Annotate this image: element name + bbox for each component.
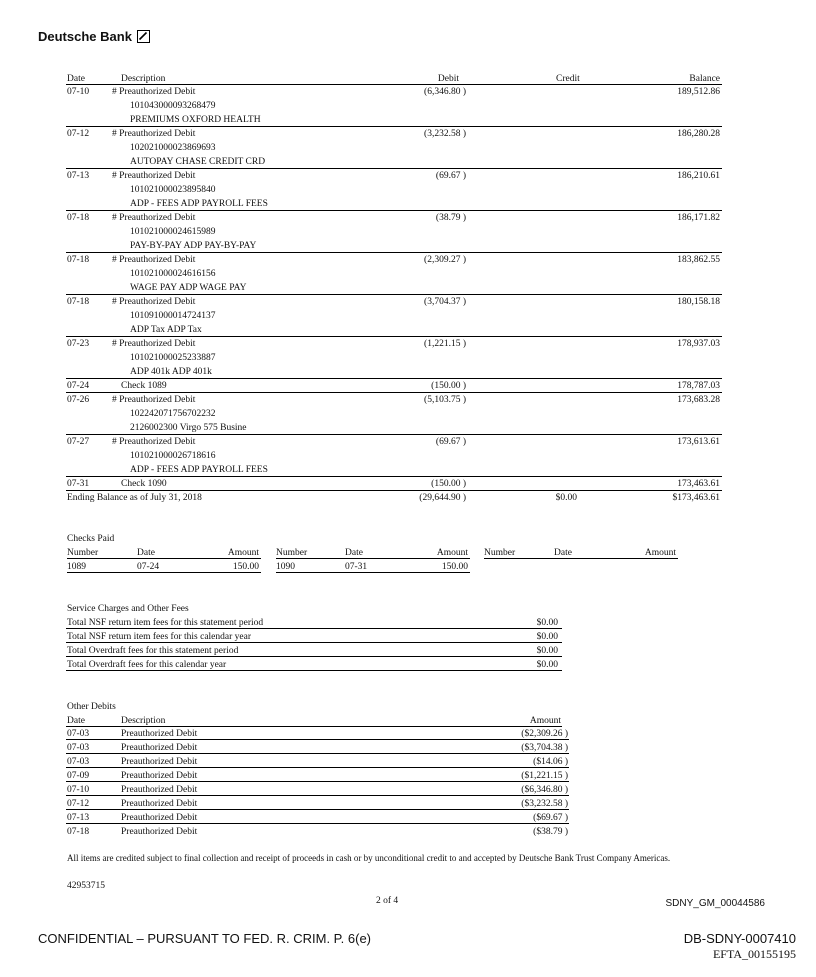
col-debit-header: Debit xyxy=(437,74,459,84)
checks-amount-header: Amount xyxy=(644,548,676,558)
tx-description-line: 102021000023869693 xyxy=(130,143,216,153)
od-amount-header: Amount xyxy=(529,716,561,726)
fee-rule xyxy=(66,628,562,629)
od-date: 07-09 xyxy=(67,771,90,781)
od-date: 07-13 xyxy=(67,813,90,823)
tx-date: 07-24 xyxy=(67,381,90,391)
check-amount: 150.00 xyxy=(441,562,468,572)
od-row-rule xyxy=(66,753,569,754)
od-date-header: Date xyxy=(67,716,85,726)
od-amount: ($3,232.58 ) xyxy=(521,799,568,809)
ending-balance: $173,463.61 xyxy=(672,493,720,503)
check-date: 07-24 xyxy=(137,562,160,572)
tx-description-line: 101091000014724137 xyxy=(130,311,216,321)
od-row-rule xyxy=(66,781,569,782)
tx-date: 07-18 xyxy=(67,297,90,307)
confidential-notice: CONFIDENTIAL – PURSUANT TO FED. R. CRIM. P. 6(e) xyxy=(38,931,372,946)
check-row-rule xyxy=(67,572,261,573)
row-rule xyxy=(66,434,722,435)
row-rule xyxy=(66,210,722,211)
od-date: 07-03 xyxy=(67,743,90,753)
checks-amount-header: Amount xyxy=(436,548,468,558)
od-description: Preauthorized Debit xyxy=(121,757,198,767)
tx-description-line: # Preauthorized Debit xyxy=(112,171,196,181)
checks-date-header: Date xyxy=(345,548,363,558)
tx-description-line: 102242071756702232 xyxy=(130,409,216,419)
tx-date: 07-31 xyxy=(67,479,90,489)
col-date-header: Date xyxy=(67,74,85,84)
fee-amount: $0.00 xyxy=(536,632,558,642)
tx-balance: 178,937.03 xyxy=(677,339,720,349)
account-reference: 42953715 xyxy=(67,881,105,891)
tx-description-line: ADP - FEES ADP PAYROLL FEES xyxy=(130,465,268,475)
header-rule xyxy=(66,84,722,85)
od-description-header: Description xyxy=(121,716,166,726)
od-description: Preauthorized Debit xyxy=(121,729,198,739)
tx-description-line: WAGE PAY ADP WAGE PAY xyxy=(130,283,247,293)
tx-description-line: # Preauthorized Debit xyxy=(112,339,196,349)
od-amount: ($6,346.80 ) xyxy=(521,785,568,795)
tx-description-line: # Preauthorized Debit xyxy=(112,437,196,447)
tx-description-line: 101021000024615989 xyxy=(130,227,216,237)
checks-header-rule xyxy=(484,558,678,559)
od-row-rule xyxy=(66,767,569,768)
row-rule xyxy=(66,476,722,477)
od-amount: ($14.06 ) xyxy=(533,757,568,767)
tx-description-line: 2126002300 Virgo 575 Busine xyxy=(130,423,247,433)
checks-header-rule xyxy=(67,558,261,559)
od-date: 07-18 xyxy=(67,827,90,837)
row-rule xyxy=(66,126,722,127)
ending-debit: (29,644.90 ) xyxy=(419,493,466,503)
od-description: Preauthorized Debit xyxy=(121,827,198,837)
tx-description-line: 101043000093268479 xyxy=(130,101,216,111)
service-charges-title: Service Charges and Other Fees xyxy=(67,604,189,614)
check-number: 1090 xyxy=(276,562,295,572)
tx-debit: (150.00 ) xyxy=(431,479,466,489)
checks-date-header: Date xyxy=(137,548,155,558)
tx-balance: 183,862.55 xyxy=(677,255,720,265)
fee-label: Total NSF return item fees for this calendar year xyxy=(67,632,251,642)
tx-description-line: 101021000025233887 xyxy=(130,353,216,363)
bank-brand xyxy=(38,29,150,44)
checks-amount-header: Amount xyxy=(227,548,259,558)
tx-description-line: ADP - FEES ADP PAYROLL FEES xyxy=(130,199,268,209)
fee-rule xyxy=(66,670,562,671)
od-amount: ($69.67 ) xyxy=(533,813,568,823)
tx-debit: (1,221.15 ) xyxy=(424,339,466,349)
col-credit-header: Credit xyxy=(556,74,580,84)
fee-label: Total Overdraft fees for this calendar year xyxy=(67,660,227,670)
fee-rule xyxy=(66,656,562,657)
od-amount: ($2,309.26 ) xyxy=(521,729,568,739)
col-description-header: Description xyxy=(121,74,166,84)
tx-debit: (5,103.75 ) xyxy=(424,395,466,405)
od-description: Preauthorized Debit xyxy=(121,785,198,795)
bates-sdny: SDNY_GM_00044586 xyxy=(665,898,765,909)
fee-label: Total NSF return item fees for this statement period xyxy=(67,618,264,628)
tx-description-line: ADP 401k ADP 401k xyxy=(130,367,212,377)
tx-description-line: PAY-BY-PAY ADP PAY-BY-PAY xyxy=(130,241,257,251)
tx-description-line: Check 1089 xyxy=(121,381,167,391)
deutsche-bank-logo-icon xyxy=(137,30,150,43)
row-rule xyxy=(66,490,722,491)
tx-description-line: # Preauthorized Debit xyxy=(112,213,196,223)
tx-description-line: # Preauthorized Debit xyxy=(112,87,196,97)
tx-debit: (3,704.37 ) xyxy=(424,297,466,307)
od-row-rule xyxy=(66,823,569,824)
check-date: 07-31 xyxy=(345,562,368,572)
od-description: Preauthorized Debit xyxy=(121,771,198,781)
tx-debit: (69.67 ) xyxy=(435,437,466,447)
od-row-rule xyxy=(66,809,569,810)
check-amount: 150.00 xyxy=(232,562,259,572)
tx-description-line: # Preauthorized Debit xyxy=(112,395,196,405)
tx-date: 07-18 xyxy=(67,255,90,265)
tx-description-line: 101021000026718616 xyxy=(130,451,216,461)
tx-description-line: PREMIUMS OXFORD HEALTH xyxy=(130,115,261,125)
od-date: 07-03 xyxy=(67,757,90,767)
od-description: Preauthorized Debit xyxy=(121,813,198,823)
tx-date: 07-26 xyxy=(67,395,90,405)
od-date: 07-12 xyxy=(67,799,90,809)
row-rule xyxy=(66,336,722,337)
checks-paid-title: Checks Paid xyxy=(67,534,115,544)
tx-balance: 186,280.28 xyxy=(677,129,720,139)
tx-balance: 186,171.82 xyxy=(677,213,720,223)
tx-description-line: # Preauthorized Debit xyxy=(112,129,196,139)
tx-balance: 173,683.28 xyxy=(677,395,720,405)
ending-balance-label: Ending Balance as of July 31, 2018 xyxy=(67,493,202,503)
od-amount: ($3,704.38 ) xyxy=(521,743,568,753)
footnote: All items are credited subject to final collection and receipt of proceeds in cash or by unconditional credit to and accepted by Deutsche Bank Trust Company Americas. xyxy=(67,853,671,863)
check-number: 1089 xyxy=(67,562,86,572)
checks-date-header: Date xyxy=(554,548,572,558)
fee-label: Total Overdraft fees for this statement period xyxy=(67,646,239,656)
tx-debit: (6,346.80 ) xyxy=(424,87,466,97)
fee-amount: $0.00 xyxy=(536,646,558,656)
tx-date: 07-10 xyxy=(67,87,90,97)
od-row-rule xyxy=(66,739,569,740)
tx-date: 07-18 xyxy=(67,213,90,223)
od-row-rule xyxy=(66,795,569,796)
od-amount: ($1,221.15 ) xyxy=(521,771,568,781)
tx-description-line: # Preauthorized Debit xyxy=(112,297,196,307)
checks-header-rule xyxy=(276,558,470,559)
page-number: 2 of 4 xyxy=(376,896,399,906)
tx-debit: (38.79 ) xyxy=(435,213,466,223)
fee-amount: $0.00 xyxy=(536,618,558,628)
row-rule xyxy=(66,294,722,295)
col-balance-header: Balance xyxy=(689,74,720,84)
bates-db: DB-SDNY-0007410 xyxy=(683,931,796,946)
tx-debit: (2,309.27 ) xyxy=(424,255,466,265)
tx-balance: 180,158.18 xyxy=(677,297,720,307)
row-rule xyxy=(66,168,722,169)
efta-number: EFTA_00155195 xyxy=(712,947,796,961)
tx-description-line: ADP Tax ADP Tax xyxy=(130,325,202,335)
tx-debit: (3,232.58 ) xyxy=(424,129,466,139)
tx-date: 07-12 xyxy=(67,129,90,139)
od-description: Preauthorized Debit xyxy=(121,743,198,753)
check-row-rule xyxy=(276,572,470,573)
od-date: 07-03 xyxy=(67,729,90,739)
tx-debit: (150.00 ) xyxy=(431,381,466,391)
checks-number-header: Number xyxy=(484,548,516,558)
tx-balance: 173,613.61 xyxy=(677,437,720,447)
ending-credit: $0.00 xyxy=(555,493,577,503)
checks-number-header: Number xyxy=(67,548,99,558)
tx-date: 07-13 xyxy=(67,171,90,181)
bank-name: Deutsche Bank xyxy=(38,29,132,44)
od-date: 07-10 xyxy=(67,785,90,795)
od-description: Preauthorized Debit xyxy=(121,799,198,809)
fee-amount: $0.00 xyxy=(536,660,558,670)
fee-rule xyxy=(66,642,562,643)
tx-description-line: # Preauthorized Debit xyxy=(112,255,196,265)
od-amount: ($38.79 ) xyxy=(533,827,568,837)
tx-date: 07-27 xyxy=(67,437,90,447)
od-header-rule xyxy=(66,726,562,727)
tx-balance: 173,463.61 xyxy=(677,479,720,489)
tx-debit: (69.67 ) xyxy=(435,171,466,181)
tx-description-line: AUTOPAY CHASE CREDIT CRD xyxy=(130,157,266,167)
tx-date: 07-23 xyxy=(67,339,90,349)
tx-description-line: 101021000024616156 xyxy=(130,269,216,279)
tx-balance: 178,787.03 xyxy=(677,381,720,391)
row-rule xyxy=(66,392,722,393)
checks-number-header: Number xyxy=(276,548,308,558)
row-rule xyxy=(66,378,722,379)
tx-balance: 189,512.86 xyxy=(677,87,720,97)
tx-description-line: 101021000023895840 xyxy=(130,185,216,195)
tx-description-line: Check 1090 xyxy=(121,479,167,489)
row-rule xyxy=(66,252,722,253)
tx-balance: 186,210.61 xyxy=(677,171,720,181)
other-debits-title: Other Debits xyxy=(67,702,116,712)
